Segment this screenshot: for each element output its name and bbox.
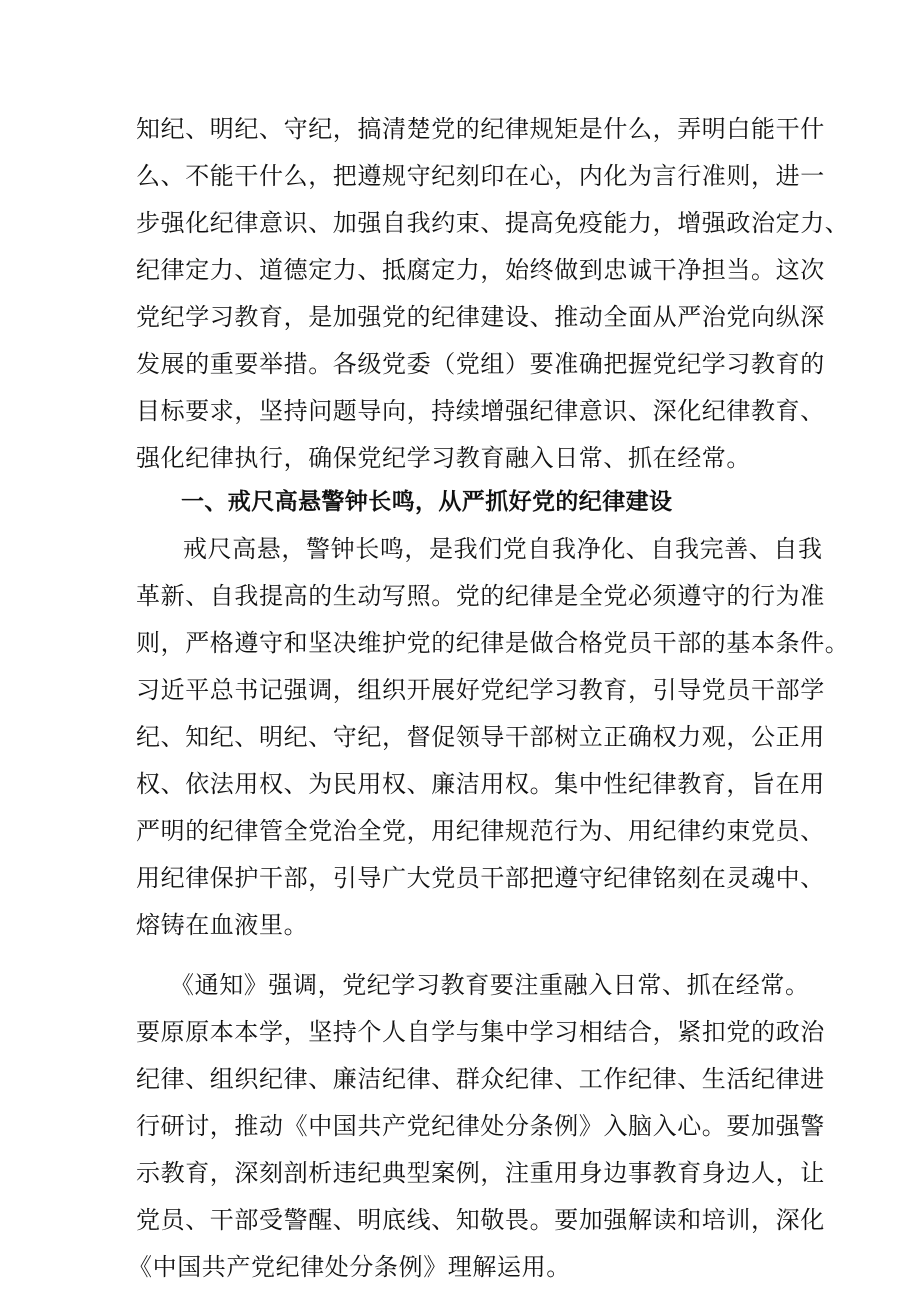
text-line: 示教育，深刻剖析违纪典型案例，注重用身边事教育身边人，让 <box>136 1159 825 1187</box>
text-line: 《中国共产党纪律处分条例》理解运用。 <box>128 1253 571 1281</box>
text-line: 权、依法用权、为民用权、廉洁用权。集中性纪律教育，旨在用 <box>136 770 825 798</box>
section-heading: 一、戒尺高悬警钟长鸣，从严抓好党的纪律建设 <box>181 489 673 515</box>
text-line: 党员、干部受警醒、明底线、知敬畏。要加强解读和培训，深化 <box>136 1206 825 1234</box>
text-line: 步强化纪律意识、加强自我约束、提高免疫能力，增强政治定力、 <box>136 209 850 237</box>
text-line: 则，严格遵守和坚决维护党的纪律是做合格党员干部的基本条件。 <box>136 629 850 657</box>
text-line: 强化纪律执行，确保党纪学习教育融入日常、抓在经常。 <box>136 444 751 472</box>
text-line: 革新、自我提高的生动写照。党的纪律是全党必须遵守的行为准 <box>136 582 825 610</box>
text-line: 行研讨，推动《中国共产党纪律处分条例》入脑入心。要加强警 <box>136 1112 825 1140</box>
text-line: 纪、知纪、明纪、守纪，督促领导干部树立正确权力观，公正用 <box>136 723 825 751</box>
text-line: 纪律、组织纪律、廉洁纪律、群众纪律、工作纪律、生活纪律进 <box>136 1065 825 1093</box>
text-line: 《通知》强调，党纪学习教育要注重融入日常、抓在经常。 <box>170 971 810 999</box>
text-line: 纪律定力、道德定力、抵腐定力，始终做到忠诚干净担当。这次 <box>136 256 825 284</box>
text-line: 要原原本本学，坚持个人自学与集中学习相结合，紧扣党的政治 <box>136 1018 825 1046</box>
text-line: 熔铸在血液里。 <box>136 911 309 939</box>
text-line: 党纪学习教育，是加强党的纪律建设、推动全面从严治党向纵深 <box>136 303 825 331</box>
text-line: 发展的重要举措。各级党委（党组）要准确把握党纪学习教育的 <box>136 350 825 378</box>
text-line: 目标要求，坚持问题导向，持续增强纪律意识、深化纪律教育、 <box>136 397 825 425</box>
text-line: 严明的纪律管全党治全党，用纪律规范行为、用纪律约束党员、 <box>136 817 825 845</box>
text-line: 么、不能干什么，把遵规守纪刻印在心，内化为言行准则，进一 <box>136 162 825 190</box>
text-line: 知纪、明纪、守纪，搞清楚党的纪律规矩是什么，弄明白能干什 <box>136 115 825 143</box>
text-line: 用纪律保护干部，引导广大党员干部把遵守纪律铭刻在灵魂中、 <box>136 864 825 892</box>
text-line: 戒尺高悬，警钟长鸣，是我们党自我净化、自我完善、自我 <box>183 535 823 563</box>
text-line: 习近平总书记强调，组织开展好党纪学习教育，引导党员干部学 <box>136 676 825 704</box>
